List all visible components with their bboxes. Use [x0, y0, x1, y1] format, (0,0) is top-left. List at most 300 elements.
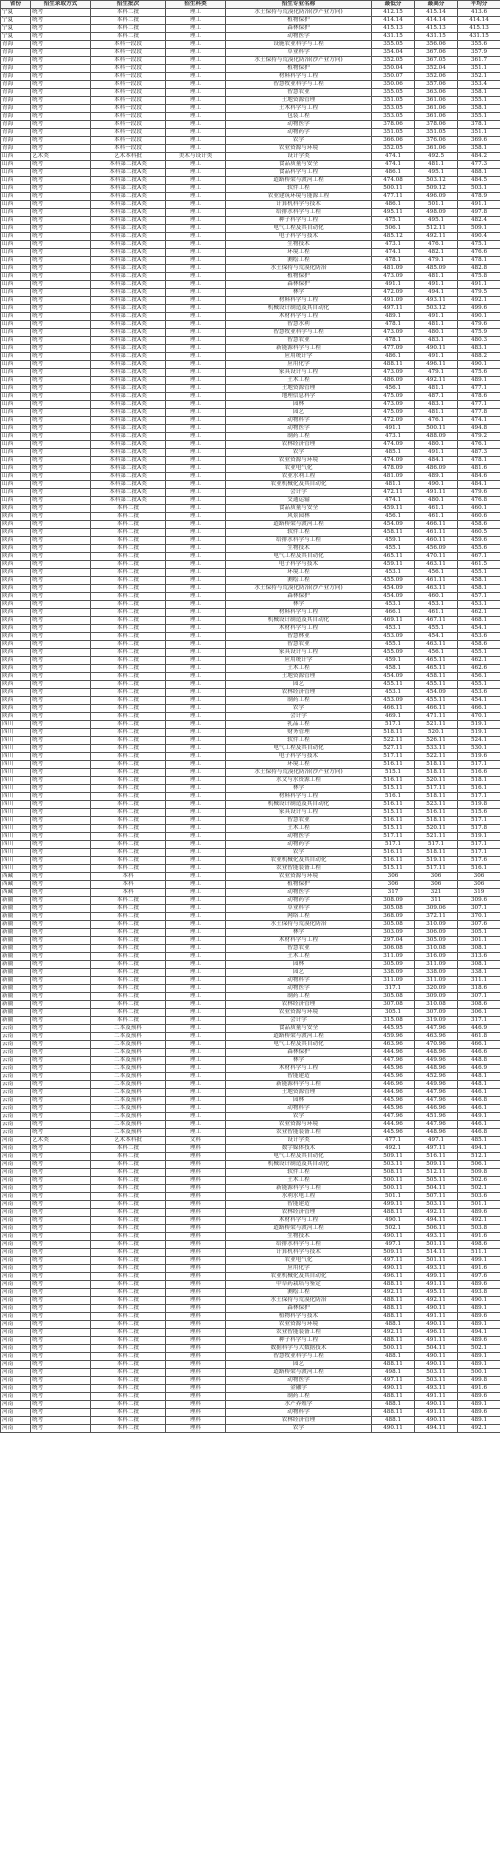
major-cell: 农业资源与环境: [226, 145, 372, 153]
province-cell: 新疆: [1, 945, 31, 953]
method-cell: 统考: [31, 329, 91, 337]
avg-score-cell: 414.14: [458, 17, 500, 25]
category-cell: 理工: [166, 1017, 226, 1025]
table-row: [1, 681, 500, 689]
province-cell: 陕西: [1, 657, 31, 665]
max-score-cell: 488.09: [415, 433, 458, 441]
major-cell: 道路桥梁与渡河工程: [226, 1033, 372, 1041]
province-cell: 云南: [1, 1057, 31, 1065]
category-cell: 理科: [166, 1217, 226, 1225]
category-cell: 理工: [166, 745, 226, 753]
province-cell: 青海: [1, 145, 31, 153]
method-cell: 统考: [31, 1201, 91, 1209]
category-cell: 理工: [166, 1041, 226, 1049]
batch-cell: 本科二批: [91, 609, 166, 617]
min-score-cell: 350.04: [372, 65, 415, 73]
province-cell: 四川: [1, 833, 31, 841]
avg-score-cell: 484.2: [458, 153, 500, 161]
category-cell: 理工: [166, 169, 226, 177]
category-cell: 理工: [166, 1025, 226, 1033]
method-cell: 统考: [31, 1273, 91, 1281]
category-cell: 理工: [166, 385, 226, 393]
max-score-cell: 526.11: [415, 737, 458, 745]
category-cell: 理工: [166, 281, 226, 289]
major-cell: 农业资源与环境: [226, 1121, 372, 1129]
min-score-cell: 508.11: [372, 1169, 415, 1177]
table-row: [1, 881, 500, 889]
min-score-cell: 486.09: [372, 377, 415, 385]
major-cell: 农学: [226, 137, 372, 145]
major-cell: 动物医学: [226, 833, 372, 841]
batch-cell: 本科第二批A类: [91, 489, 166, 497]
max-score-cell: 486.09: [415, 465, 458, 473]
method-cell: 统考: [31, 937, 91, 945]
min-score-cell: 489.1: [372, 313, 415, 321]
major-cell: 道路桥梁与渡河工程: [226, 177, 372, 185]
category-cell: 理工: [166, 769, 226, 777]
province-cell: 山西: [1, 225, 31, 233]
province-cell: 河南: [1, 1401, 31, 1409]
category-cell: 理工: [166, 361, 226, 369]
province-cell: 西藏: [1, 889, 31, 897]
min-score-cell: 477.1: [372, 1137, 415, 1145]
avg-score-cell: 506.1: [458, 1161, 500, 1169]
max-score-cell: 494.11: [415, 1217, 458, 1225]
min-score-cell: 516.11: [372, 777, 415, 785]
method-cell: 统考: [31, 401, 91, 409]
table-row: [1, 913, 500, 921]
major-cell: 交通运输: [226, 497, 372, 505]
province-cell: 陕西: [1, 577, 31, 585]
category-cell: 理科: [166, 1297, 226, 1305]
table-row: [1, 433, 500, 441]
province-cell: 河南: [1, 1313, 31, 1321]
avg-score-cell: 308.1: [458, 945, 500, 953]
min-score-cell: 455.09: [372, 577, 415, 585]
batch-cell: 本科二批: [91, 569, 166, 577]
table-row: [1, 553, 500, 561]
table-row: [1, 1161, 500, 1169]
avg-score-cell: 466.1: [458, 1041, 500, 1049]
method-cell: 统考: [31, 1265, 91, 1273]
method-cell: 统考: [31, 1249, 91, 1257]
province-cell: 山西: [1, 369, 31, 377]
table-row: [1, 1417, 500, 1425]
max-score-cell: 481.1: [415, 273, 458, 281]
major-cell: 动物科学: [226, 417, 372, 425]
province-cell: 山西: [1, 257, 31, 265]
table-row: [1, 281, 500, 289]
method-cell: 统考: [31, 849, 91, 857]
max-score-cell: 367.05: [415, 57, 458, 65]
province-cell: 四川: [1, 793, 31, 801]
avg-score-cell: 502.6: [458, 1177, 500, 1185]
category-cell: 理工: [166, 425, 226, 433]
category-cell: 理工: [166, 625, 226, 633]
table-row: [1, 929, 500, 937]
method-cell: 统考: [31, 1385, 91, 1393]
table-row: [1, 945, 500, 953]
max-score-cell: 503.12: [415, 305, 458, 313]
avg-score-cell: 503.1: [458, 185, 500, 193]
min-score-cell: 355.05: [372, 89, 415, 97]
max-score-cell: 503.11: [415, 1377, 458, 1385]
table-row: [1, 137, 500, 145]
max-score-cell: 501.11: [415, 1241, 458, 1249]
category-cell: 理科: [166, 1417, 226, 1425]
avg-score-cell: 515.6: [458, 809, 500, 817]
max-score-cell: 491.1: [415, 281, 458, 289]
max-score-cell: 522.11: [415, 753, 458, 761]
province-cell: 山西: [1, 473, 31, 481]
method-cell: 统考: [31, 913, 91, 921]
batch-cell: 本科二批: [91, 633, 166, 641]
batch-cell: 本科第二批A类: [91, 321, 166, 329]
province-cell: 青海: [1, 41, 31, 49]
avg-score-cell: 317.1: [458, 1017, 500, 1025]
avg-score-cell: 517.1: [458, 849, 500, 857]
table-row: [1, 1297, 500, 1305]
min-score-cell: 351.05: [372, 129, 415, 137]
avg-score-cell: 369.6: [458, 137, 500, 145]
batch-cell: 本科二批: [91, 1169, 166, 1177]
avg-score-cell: 351.1: [458, 65, 500, 73]
max-score-cell: 479.1: [415, 257, 458, 265]
category-cell: 理工: [166, 1049, 226, 1057]
table-row: [1, 993, 500, 1001]
province-cell: 河南: [1, 1409, 31, 1417]
category-cell: 理工: [166, 545, 226, 553]
avg-score-cell: 519.6: [458, 753, 500, 761]
province-cell: 河南: [1, 1249, 31, 1257]
avg-score-cell: 313.6: [458, 953, 500, 961]
major-cell: 生物技术: [226, 241, 372, 249]
method-cell: 统考: [31, 953, 91, 961]
max-score-cell: 461.11: [415, 529, 458, 537]
avg-score-cell: 355.1: [458, 97, 500, 105]
method-cell: 统考: [31, 377, 91, 385]
major-cell: 包装工程: [226, 113, 372, 121]
province-cell: 河南: [1, 1377, 31, 1385]
major-cell: 水土保持与荒漠化防治(沙产业方向): [226, 585, 372, 593]
avg-score-cell: 516.1: [458, 865, 500, 873]
max-score-cell: 490.11: [415, 1321, 458, 1329]
major-cell: 木材科学与工程: [226, 313, 372, 321]
avg-score-cell: 477.1: [458, 385, 500, 393]
min-score-cell: 466.11: [372, 705, 415, 713]
batch-cell: 本科第二批A类: [91, 473, 166, 481]
avg-score-cell: 466.1: [458, 705, 500, 713]
table-row: [1, 1001, 500, 1009]
method-cell: 统考: [31, 1297, 91, 1305]
method-cell: 统考: [31, 105, 91, 113]
header-min-score: 最低分: [372, 1, 415, 9]
method-cell: 统考: [31, 1425, 91, 1433]
method-cell: 统考: [31, 761, 91, 769]
province-cell: 山西: [1, 409, 31, 417]
table-row: [1, 1153, 500, 1161]
table-row: [1, 481, 500, 489]
batch-cell: 本科二批: [91, 865, 166, 873]
avg-score-cell: 460.6: [458, 513, 500, 521]
batch-cell: 本科二批: [91, 521, 166, 529]
avg-score-cell: 517.6: [458, 857, 500, 865]
category-cell: 理工: [166, 761, 226, 769]
table-row: [1, 121, 500, 129]
min-score-cell: 378.06: [372, 121, 415, 129]
province-cell: 青海: [1, 65, 31, 73]
batch-cell: 本科二批: [91, 769, 166, 777]
avg-score-cell: 446.1: [458, 1089, 500, 1097]
province-cell: 山西: [1, 281, 31, 289]
major-cell: 机械设计制造及其自动化: [226, 305, 372, 313]
category-cell: 理工: [166, 401, 226, 409]
category-cell: 理工: [166, 1073, 226, 1081]
avg-score-cell: 478.6: [458, 393, 500, 401]
table-row: [1, 521, 500, 529]
table-row: [1, 1377, 500, 1385]
method-cell: 统考: [31, 457, 91, 465]
table-row: [1, 289, 500, 297]
category-cell: 理科: [166, 1153, 226, 1161]
min-score-cell: 473.1: [372, 241, 415, 249]
min-score-cell: 473.09: [372, 273, 415, 281]
province-cell: 青海: [1, 129, 31, 137]
max-score-cell: 466.11: [415, 521, 458, 529]
category-cell: 理工: [166, 649, 226, 657]
table-row: [1, 657, 500, 665]
table-row: [1, 1177, 500, 1185]
category-cell: 理工: [166, 17, 226, 25]
province-cell: 河南: [1, 1177, 31, 1185]
category-cell: 理工: [166, 9, 226, 17]
table-row: [1, 449, 500, 457]
table-row: [1, 761, 500, 769]
batch-cell: 本科二批: [91, 33, 166, 41]
max-score-cell: 490.11: [415, 1401, 458, 1409]
batch-cell: 本科二批: [91, 729, 166, 737]
min-score-cell: 306: [372, 873, 415, 881]
category-cell: 理工: [166, 1033, 226, 1041]
avg-score-cell: 461.5: [458, 561, 500, 569]
min-score-cell: 305.09: [372, 961, 415, 969]
batch-cell: 本科二批: [91, 937, 166, 945]
max-score-cell: 499.11: [415, 1273, 458, 1281]
province-cell: 山西: [1, 153, 31, 161]
method-cell: 统考: [31, 569, 91, 577]
method-cell: 统考: [31, 873, 91, 881]
province-cell: 河南: [1, 1209, 31, 1217]
major-cell: 制药工程: [226, 697, 372, 705]
table-row: [1, 369, 500, 377]
province-cell: 陕西: [1, 553, 31, 561]
max-score-cell: 309.09: [415, 993, 458, 1001]
avg-score-cell: 490.1: [458, 313, 500, 321]
category-cell: 理工: [166, 313, 226, 321]
category-cell: 理科: [166, 1353, 226, 1361]
method-cell: 统考: [31, 769, 91, 777]
max-score-cell: 446.96: [415, 1105, 458, 1113]
min-score-cell: 459.1: [372, 537, 415, 545]
major-cell: 机械设计制造及其自动化: [226, 617, 372, 625]
batch-cell: 本科二批: [91, 785, 166, 793]
avg-score-cell: 489.1: [458, 1305, 500, 1313]
min-score-cell: 515.11: [372, 785, 415, 793]
major-cell: 制药工程: [226, 433, 372, 441]
method-cell: 统考: [31, 193, 91, 201]
avg-score-cell: 457.1: [458, 593, 500, 601]
province-cell: 山西: [1, 417, 31, 425]
min-score-cell: 485.12: [372, 233, 415, 241]
method-cell: 统考: [31, 1041, 91, 1049]
method-cell: 统考: [31, 145, 91, 153]
min-score-cell: 453.09: [372, 697, 415, 705]
method-cell: 统考: [31, 809, 91, 817]
method-cell: 统考: [31, 1009, 91, 1017]
max-score-cell: 306: [415, 873, 458, 881]
header-major: 招生专业名称: [226, 1, 372, 9]
max-score-cell: 503.12: [415, 177, 458, 185]
category-cell: 理工: [166, 145, 226, 153]
table-row: [1, 89, 500, 97]
batch-cell: 本科二批: [91, 817, 166, 825]
major-cell: 会计学: [226, 489, 372, 497]
province-cell: 河南: [1, 1161, 31, 1169]
avg-score-cell: 489.6: [458, 1209, 500, 1217]
min-score-cell: 491.1: [372, 425, 415, 433]
max-score-cell: 490.1: [415, 481, 458, 489]
table-row: [1, 1169, 500, 1177]
batch-cell: 本科二批: [91, 737, 166, 745]
min-score-cell: 503.11: [372, 1161, 415, 1169]
avg-score-cell: 509.1: [458, 225, 500, 233]
category-cell: 理科: [166, 1257, 226, 1265]
min-score-cell: 475.09: [372, 393, 415, 401]
avg-score-cell: 517.1: [458, 761, 500, 769]
province-cell: 陕西: [1, 625, 31, 633]
province-cell: 河南: [1, 1145, 31, 1153]
method-cell: 统考: [31, 65, 91, 73]
category-cell: 理工: [166, 265, 226, 273]
method-cell: 统考: [31, 633, 91, 641]
province-cell: 陕西: [1, 609, 31, 617]
min-score-cell: 414.14: [372, 17, 415, 25]
major-cell: 电气工程及其自动化: [226, 1153, 372, 1161]
avg-score-cell: 431.15: [458, 33, 500, 41]
min-score-cell: 488.1: [372, 1401, 415, 1409]
avg-score-cell: 491.1: [458, 281, 500, 289]
table-row: [1, 985, 500, 993]
major-cell: 农学: [226, 1113, 372, 1121]
category-cell: 文科: [166, 1137, 226, 1145]
category-cell: 理工: [166, 97, 226, 105]
avg-score-cell: 519.1: [458, 721, 500, 729]
major-cell: 土木工程: [226, 825, 372, 833]
min-score-cell: 506.1: [372, 225, 415, 233]
method-cell: 统考: [31, 1129, 91, 1137]
avg-score-cell: 490.1: [458, 1297, 500, 1305]
max-score-cell: 509.12: [415, 185, 458, 193]
major-cell: 动物药学: [226, 897, 372, 905]
min-score-cell: 306: [372, 881, 415, 889]
province-cell: 四川: [1, 817, 31, 825]
batch-cell: 本科: [91, 873, 166, 881]
method-cell: 统考: [31, 321, 91, 329]
table-row: [1, 801, 500, 809]
category-cell: 理工: [166, 1105, 226, 1113]
batch-cell: 本科第二批A类: [91, 169, 166, 177]
province-cell: 河南: [1, 1329, 31, 1337]
min-score-cell: 497.11: [372, 1377, 415, 1385]
major-cell: 土木工程: [226, 377, 372, 385]
min-score-cell: 455.09: [372, 649, 415, 657]
province-cell: 山西: [1, 201, 31, 209]
table-row: [1, 873, 500, 881]
max-score-cell: 481.1: [415, 409, 458, 417]
avg-score-cell: 485.1: [458, 1137, 500, 1145]
avg-score-cell: 311.1: [458, 977, 500, 985]
method-cell: 统考: [31, 433, 91, 441]
table-row: [1, 153, 500, 161]
category-cell: 理工: [166, 785, 226, 793]
min-score-cell: 500.11: [372, 185, 415, 193]
batch-cell: 本科二批: [91, 1409, 166, 1417]
province-cell: 云南: [1, 1065, 31, 1073]
method-cell: 统考: [31, 601, 91, 609]
category-cell: 理工: [166, 721, 226, 729]
major-cell: 制药工程: [226, 1393, 372, 1401]
province-cell: 云南: [1, 1129, 31, 1137]
province-cell: 山西: [1, 433, 31, 441]
min-score-cell: 490.11: [372, 1265, 415, 1273]
province-cell: 青海: [1, 121, 31, 129]
major-cell: 农业资源与环境: [226, 1009, 372, 1017]
avg-score-cell: 489.1: [458, 1353, 500, 1361]
category-cell: 理工: [166, 977, 226, 985]
category-cell: 理工: [166, 601, 226, 609]
category-cell: 理工: [166, 1065, 226, 1073]
province-cell: 四川: [1, 729, 31, 737]
max-score-cell: 516.11: [415, 1153, 458, 1161]
min-score-cell: 488.11: [372, 361, 415, 369]
province-cell: 新疆: [1, 929, 31, 937]
avg-score-cell: 501.1: [458, 1201, 500, 1209]
province-cell: 陕西: [1, 585, 31, 593]
max-score-cell: 452.96: [415, 1073, 458, 1081]
table-row: [1, 1209, 500, 1217]
method-cell: 统考: [31, 1401, 91, 1409]
province-cell: 山西: [1, 209, 31, 217]
table-row: [1, 497, 500, 505]
table-row: [1, 505, 500, 513]
method-cell: 统考: [31, 545, 91, 553]
max-score-cell: 447.96: [415, 1089, 458, 1097]
province-cell: 陕西: [1, 689, 31, 697]
province-cell: 山西: [1, 185, 31, 193]
avg-score-cell: 499.8: [458, 1377, 500, 1385]
max-score-cell: 454.09: [415, 689, 458, 697]
min-score-cell: 473.09: [372, 329, 415, 337]
table-row: [1, 721, 500, 729]
batch-cell: 本科二批: [91, 1329, 166, 1337]
major-cell: 木材科学与工程: [226, 937, 372, 945]
table-row: [1, 793, 500, 801]
table-row: [1, 305, 500, 313]
avg-score-cell: 491.6: [458, 1385, 500, 1393]
major-cell: 环境工程: [226, 249, 372, 257]
province-cell: 新疆: [1, 897, 31, 905]
province-cell: 河南: [1, 1345, 31, 1353]
